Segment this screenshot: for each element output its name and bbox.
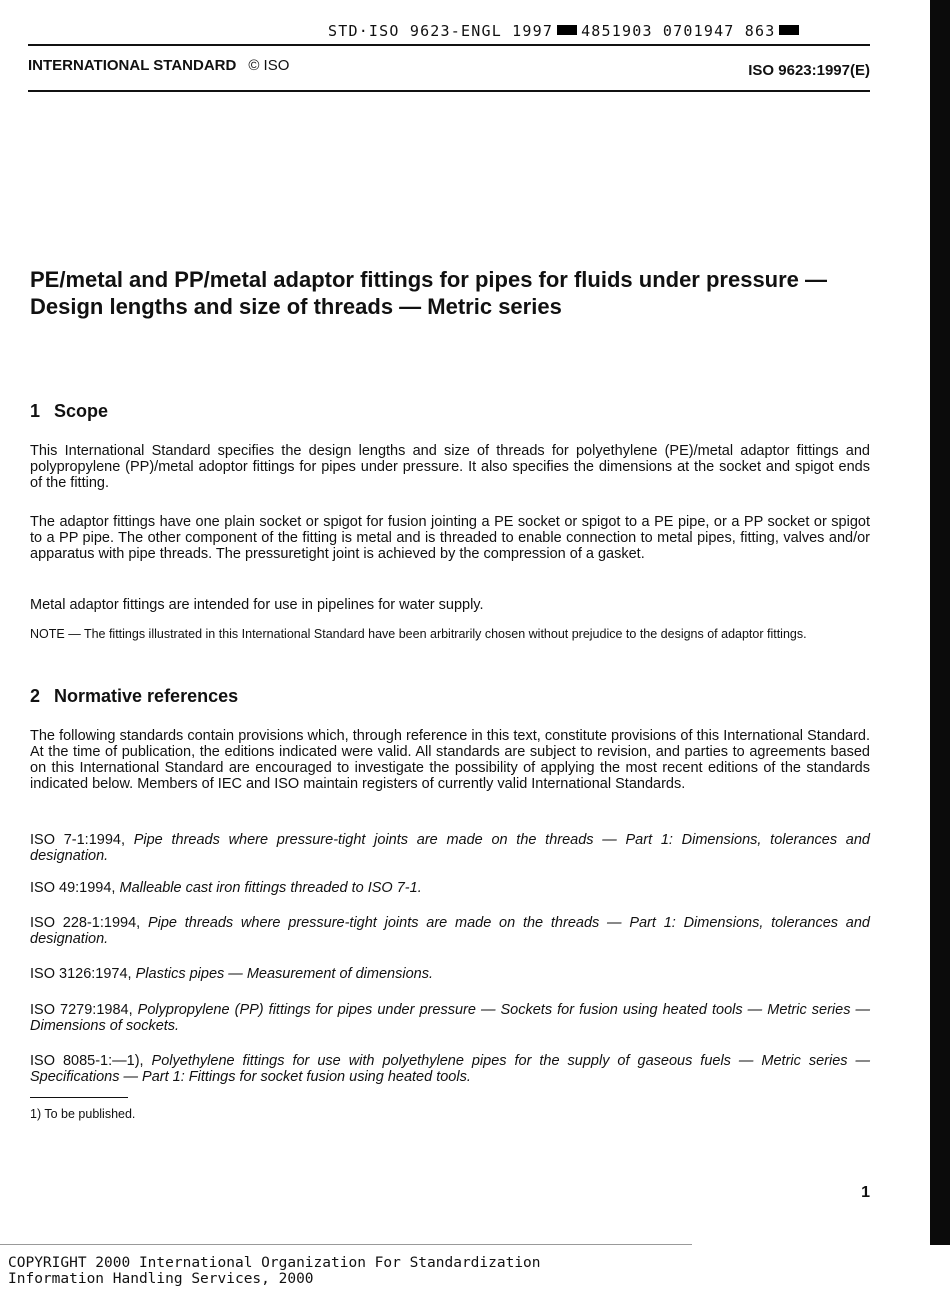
reference-item [30,1053,870,1085]
scope-note: NOTE — The fittings illustrated in this International Standard have been arbitrarily chosen without prejudice to the designs of adaptor fittings. [30,627,807,641]
reference-title: Pipe threads where pressure-tight joints are made on the threads — Part 1: Dimensions, tolerances and designation. [30,915,870,947]
page-number: 1 [861,1184,870,1201]
bottom-rule [0,1244,692,1245]
section-title: Normative references [54,686,239,706]
scope-paragraph: Metal adaptor fittings are intended for use in pipelines for water supply. [30,597,484,613]
footnote-rule [30,1097,128,1098]
stamp-block [557,25,577,35]
section-number: 2 [30,686,41,706]
stamp-block [779,25,799,35]
reference-title: Malleable cast iron fittings threaded to ISO 7-1. [119,880,422,896]
scope-paragraph: The adaptor fittings have one plain socket or spigot for fusion jointing a PE socket or spigot to a PE pipe, or a PP socket or spigot to a PP pipe. The other component of the fitting is metal and is threaded to enable connection to metal pipes, fitting, valves and/or apparatus with pipe threads. The pressuretight joint is achieved by the compression of a gasket. [30,514,870,562]
section-title: Scope [54,401,109,421]
reference-code: ISO 228-1:1994, [30,915,141,931]
reference-title: Polyethylene fittings for use with polyethylene pipes for the supply of gaseous fuels — Metric series — Specifications — Part 1: Fittings for socket fusion using heated tools. [30,1053,871,1085]
reference-code: ISO 3126:1974, [30,966,132,982]
running-header-left [28,57,289,74]
copyright-line: Information Handling Services, 2000 [8,1271,314,1287]
reference-item [30,966,870,982]
reference-code: ISO 7-1:1994, [30,832,125,848]
footnote: 1) To be published. [30,1107,136,1121]
reference-code: ISO 8085-1:—1), [30,1053,144,1069]
copyright-footer [8,1255,541,1287]
header-copyright: © ISO [248,57,290,74]
header-document-number: ISO 9623:1997(E) [748,62,870,79]
reference-title: Pipe threads where pressure-tight joints are made on the threads — Part 1: Dimensions, tolerances and designation. [30,832,870,864]
scan-stamp-part2: 4851903 0701947 863 [581,22,776,40]
reference-title: Polypropylene (PP) fittings for pipes under pressure — Sockets for fusion using heated tools — Metric series — Dimensions of sockets. [30,1002,871,1034]
scope-paragraph: This International Standard specifies the design lengths and size of threads for polyethylene (PE)/metal adaptor fittings and polypropylene (PP)/metal adoptor fittings for pipes under pressure. It also specifies the dimensions at the socket and spigot ends of the fitting. [30,443,870,491]
section-heading-scope [30,401,108,422]
scan-stamp [328,22,803,40]
top-rule [28,44,870,46]
reference-item [30,880,870,896]
section-number: 1 [30,401,41,421]
section-heading-normative-references [30,686,238,707]
reference-item [30,915,870,947]
reference-code: ISO 49:1994, [30,880,116,896]
normative-intro: The following standards contain provisions which, through reference in this text, constitute provisions of this International Standard. At the time of publication, the editions indicated were valid. All standards are subject to revision, and parties to agreements based on this International Standard are encouraged to investigate the possibility of applying the most recent editions of the standards indicated below. Members of IEC and ISO maintain registers of currently valid International Standards. [30,728,870,792]
header-standard-type: INTERNATIONAL STANDARD [28,57,237,74]
scan-edge-bar [930,0,950,1245]
reference-code: ISO 7279:1984, [30,1002,133,1018]
copyright-line: COPYRIGHT 2000 International Organization For Standardization [8,1255,541,1271]
reference-title: Plastics pipes — Measurement of dimensions. [135,966,433,982]
document-title: PE/metal and PP/metal adaptor fittings for pipes for fluids under pressure — Design lengths and size of threads — Metric series [30,267,828,319]
reference-item [30,1002,870,1034]
scan-stamp-part1: STD·ISO 9623-ENGL 1997 [328,22,554,40]
reference-item [30,832,870,864]
header-rule [28,90,870,92]
